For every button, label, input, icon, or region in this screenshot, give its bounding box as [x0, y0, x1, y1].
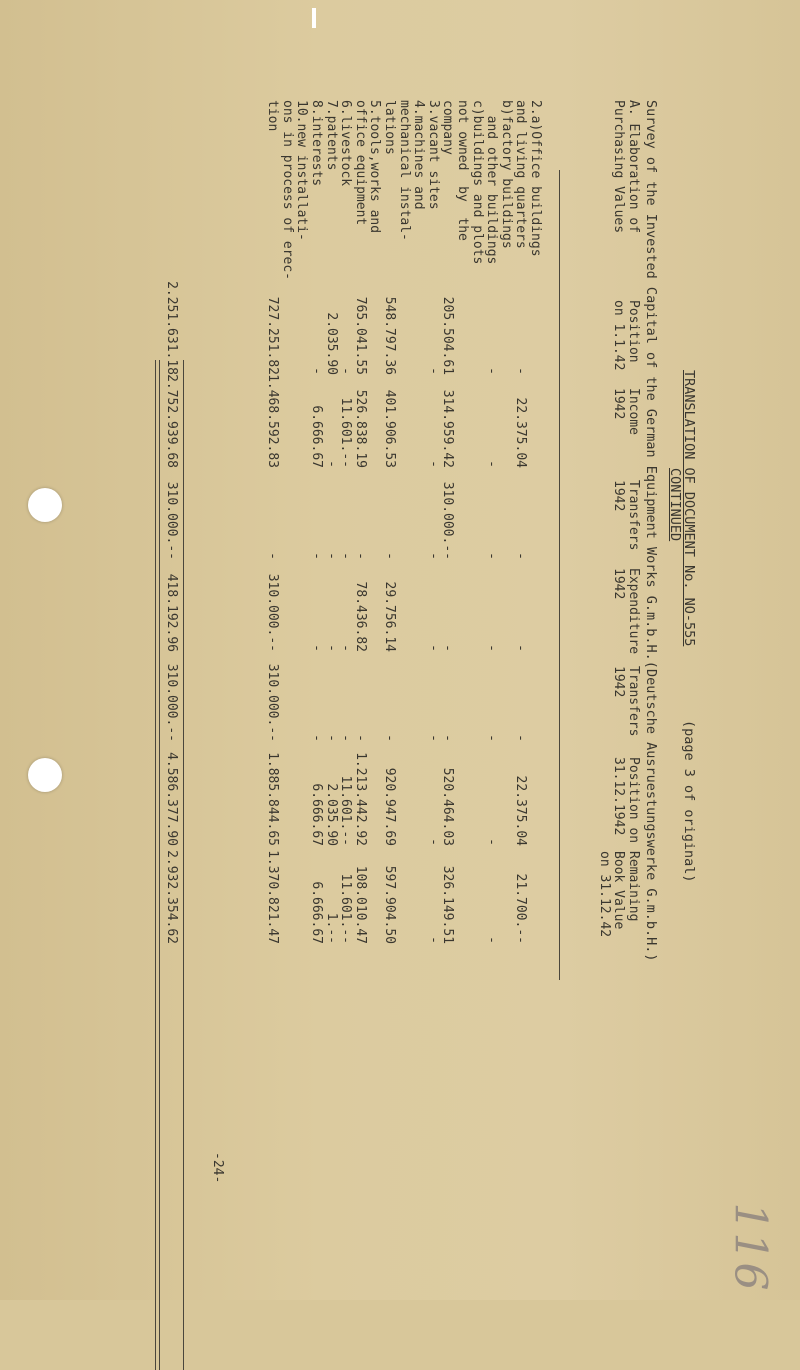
cell-r5-c0: 765.041.55	[352, 296, 368, 375]
cell-r5-c6: 108.010.47	[352, 865, 368, 944]
cell-r1-c6: -	[484, 936, 500, 944]
cell-r2-c2: 310.000.--	[440, 481, 456, 560]
cell-r9-c0: 727.251.82	[265, 296, 281, 375]
cell-r2-c1: 314.959.42	[440, 389, 456, 468]
cell-r9-c6: 1.370.821.47	[265, 850, 281, 944]
column-header-5-line-1: 1942	[611, 666, 627, 698]
cell-r2-c3: -	[440, 644, 456, 652]
column-header-5-line-0: Transfers	[626, 666, 641, 737]
cell-r2-c6: 326.149.51	[440, 865, 456, 944]
cell-r5-c1: 526.838.19	[352, 389, 368, 468]
cell-r8-c3: -	[309, 644, 324, 652]
cell-r6-c1: 11.601.--	[338, 397, 354, 468]
column-header-0-line-0: A. Elaboration of	[626, 100, 641, 234]
cell-r8-c6: 6.666.67	[309, 881, 324, 944]
cell-r7-c3: -	[323, 644, 339, 652]
row-label-line-2: b)factory buildings	[498, 100, 514, 249]
cell-r4-c4: -	[382, 734, 397, 742]
cell-r2-c4: -	[440, 734, 456, 742]
cell-r0-c4: -	[513, 734, 529, 742]
cell-r7-c0: 2.035.90	[323, 312, 339, 375]
total-c0: 2.251.631.18	[164, 281, 179, 375]
total-rule-double	[155, 360, 156, 1370]
cell-r5-c4: -	[352, 734, 368, 742]
row-label-line-14: 7.patents	[323, 100, 339, 171]
cell-r6-c3: -	[338, 644, 354, 652]
column-header-2-line-0: Income	[626, 388, 641, 435]
cell-r7-c6: 1.--	[323, 912, 339, 944]
cell-r3-c3: -	[425, 644, 441, 652]
document-title: TRANSLATION OF DOCUMENT No. NO-555	[681, 370, 697, 647]
row-label-line-16: 10.new installati-	[294, 100, 310, 241]
cell-r8-c0: -	[309, 367, 324, 375]
row-label-line-15: 8.interests	[309, 100, 324, 187]
cell-r6-c5: 11.601.--	[338, 775, 354, 846]
total-c2: 310.000.--	[164, 481, 179, 560]
column-header-1-line-1: on 1.1.42	[611, 300, 627, 371]
total-rule	[159, 360, 160, 1370]
cell-r7-c5: 2.035.90	[323, 783, 339, 846]
row-label-line-9: mechanical instal-	[396, 100, 412, 241]
subtotal-rule	[183, 360, 184, 1370]
row-label-line-3: and other buildings	[484, 100, 500, 265]
cell-r5-c5: 1.213.442.92	[352, 752, 368, 846]
cell-r9-c1: 1.468.592.83	[265, 374, 281, 468]
column-header-3-line-0: Transfers	[626, 480, 641, 551]
cell-r1-c2: -	[484, 552, 500, 560]
column-header-1-line-0: Position	[626, 300, 641, 363]
cell-r4-c6: 597.904.50	[382, 865, 397, 944]
cell-r1-c5: -	[484, 838, 500, 846]
cell-r3-c0: -	[425, 367, 441, 375]
cell-r3-c2: -	[425, 552, 441, 560]
total-c3: 418.192.96	[164, 573, 179, 652]
cell-r0-c6: 21.700.--	[513, 873, 529, 944]
cell-r0-c2: -	[513, 552, 529, 560]
header-rule	[559, 170, 560, 980]
cell-r8-c2: -	[309, 552, 324, 560]
row-label-line-4: c)buildings and plots	[469, 100, 485, 265]
cell-r4-c1: 401.906.53	[382, 389, 397, 468]
total-c5: 4.586.377.90	[164, 752, 179, 846]
row-label-line-13: 6.livestock	[338, 100, 354, 187]
column-header-2-line-1: 1942	[611, 388, 627, 420]
column-header-0-line-1: Purchasing Values	[611, 100, 627, 234]
row-label-line-12: office equipment	[352, 100, 368, 226]
column-header-3-line-1: 1942	[611, 480, 627, 512]
cell-r7-c4: -	[323, 734, 339, 742]
column-header-4-line-0: Expenditure	[626, 568, 641, 655]
survey-title: Survey of the Invested Capital of the German Equipment Works G.m.b.H.(Deutsche Ausruestungswerke G.m.b.H.)	[643, 100, 659, 962]
cell-r4-c3: 29.756.14	[382, 581, 397, 652]
row-label-line-7: 3.vacant sites	[425, 100, 441, 210]
cell-r9-c5: 1.885.844.65	[265, 752, 281, 846]
cell-r0-c1: 22.375.04	[513, 397, 529, 468]
cell-r6-c6: 11.601.--	[338, 873, 354, 944]
cell-r6-c0: -	[338, 367, 354, 375]
cell-r8-c1: 6.666.67	[309, 405, 324, 468]
column-header-7-line-2: on 31.12.42	[596, 851, 612, 938]
cell-r7-c1: -	[323, 460, 339, 468]
continued-label: CONTINUED	[667, 468, 683, 542]
column-header-7-line-1: Book Value	[611, 851, 627, 930]
cell-r5-c3: 78.436.82	[352, 581, 368, 652]
row-label-line-0: 2.a)Office buildings	[528, 100, 543, 257]
row-label-line-5: not owned by the	[455, 100, 470, 241]
page-number: -24-	[210, 1152, 225, 1184]
cell-r3-c1: -	[425, 460, 441, 468]
page-reference: (page 3 of original)	[681, 720, 697, 883]
column-header-7-line-0: Remaining	[626, 851, 641, 922]
column-header-6-line-0: Position on	[626, 757, 641, 844]
cell-r1-c1: -	[484, 460, 500, 468]
row-label-line-6: company	[440, 100, 456, 155]
cell-r9-c2: -	[265, 552, 281, 560]
cell-r8-c5: 6.666.67	[309, 783, 324, 846]
column-header-4-line-1: 1942	[611, 568, 627, 600]
cell-r3-c4: -	[425, 734, 441, 742]
cell-r8-c4: -	[309, 734, 324, 742]
row-label-line-8: 4.machines and	[411, 100, 427, 210]
cell-r9-c4: 310.000.--	[265, 663, 281, 742]
cell-r0-c0: -	[513, 367, 529, 375]
cell-r1-c0: -	[484, 367, 500, 375]
row-label-line-11: 5.tools,works and	[367, 100, 383, 234]
cell-r3-c5: -	[425, 838, 441, 846]
cell-r1-c3: -	[484, 644, 500, 652]
cell-r6-c4: -	[338, 734, 354, 742]
cell-r4-c2: -	[382, 552, 397, 560]
cell-r1-c4: -	[484, 734, 500, 742]
cell-r2-c0: 205.504.61	[440, 296, 456, 375]
cell-r4-c5: 920.947.69	[382, 767, 397, 846]
handwritten-page-number: 116	[724, 1202, 776, 1293]
row-label-line-1: and living quarters	[513, 100, 529, 249]
total-c6: 2.932.354.62	[164, 850, 179, 944]
cell-r4-c0: 548.797.36	[382, 296, 397, 375]
cell-r5-c2: -	[352, 552, 368, 560]
column-header-6-line-1: 31.12.1942	[611, 757, 627, 836]
cell-r3-c6: -	[425, 936, 441, 944]
row-label-line-10: lations	[382, 100, 397, 155]
row-label-line-18: tion	[265, 100, 281, 132]
cell-r2-c5: 520.464.03	[440, 767, 456, 846]
total-c4: 310.000.--	[164, 663, 179, 742]
cell-r9-c3: 310.000.--	[265, 573, 281, 652]
row-label-line-17: ons in process of erec-	[279, 100, 295, 281]
cell-r6-c2: -	[338, 552, 354, 560]
cell-r0-c3: -	[513, 644, 529, 652]
total-c1: 2.752.939.68	[164, 374, 179, 468]
cell-r0-c5: 22.375.04	[513, 775, 529, 846]
cell-r7-c2: -	[323, 552, 339, 560]
